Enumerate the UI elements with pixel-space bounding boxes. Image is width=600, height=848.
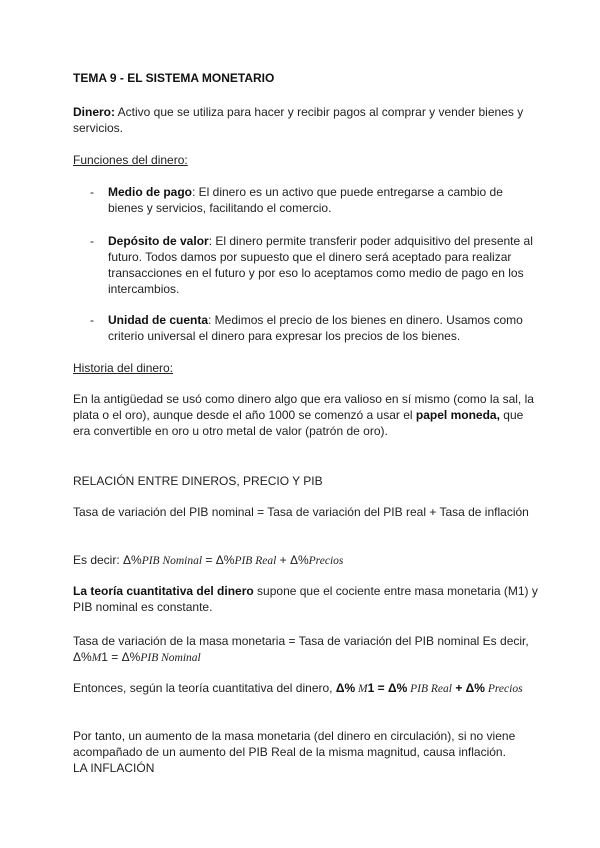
math-var: M (355, 683, 368, 695)
inflacion-heading: LA INFLACIÓN (73, 761, 155, 775)
equals-sign: = (107, 650, 122, 664)
delta-symbol: Δ% (121, 650, 141, 664)
list-item-term: Depósito de valor (108, 234, 209, 248)
delta-symbol: Δ% (215, 553, 235, 567)
math-one: 1 (101, 650, 108, 664)
relacion-heading: RELACIÓN ENTRE DINEROS, PRECIO Y PIB (73, 474, 323, 488)
math-var: PIB Real (407, 683, 452, 695)
tasa-paragraph: Tasa de variación del PIB nominal = Tasa de variación del PIB real + Tasa de inflación (73, 505, 529, 519)
es-decir-label: Es decir: (73, 553, 124, 567)
math-var: PIB Nominal (140, 652, 201, 664)
math-var: Precios (484, 683, 523, 695)
list-item-term: Medio de pago (108, 185, 192, 199)
delta-symbol: Δ% (387, 681, 408, 695)
math-var: M (91, 652, 102, 664)
document-title: TEMA 9 - EL SISTEMA MONETARIO (73, 71, 275, 85)
list-item-term: Unidad de cuenta (108, 313, 209, 327)
list-dash: - (90, 185, 94, 199)
list-dash: - (90, 313, 94, 327)
list-item-text: : Medimos el precio de los bienes en dinero. Usamos como criterio universal el dinero para expresar los precios de los bienes. (108, 313, 523, 343)
dinero-text: Activo que se utiliza para hacer y recibir pagos al comprar y vender bienes y servicios. (73, 105, 524, 135)
historia-text-2: que era convertible en oro u otro metal de valor (patrón de oro). (73, 408, 524, 438)
entonces-text: Entonces, según la teoría cuantitativa del dinero, (73, 681, 336, 695)
delta-symbol: Δ% (123, 553, 142, 567)
equals-sign: = (374, 681, 388, 695)
historia-text-1: En la antigüedad se usó como dinero algo que era valioso en sí mismo (como la sal, la plata o el oro), aunque desde el año 1000 se comenzó a usar el (73, 392, 534, 422)
list-dash: - (90, 234, 94, 248)
masa-paragraph (73, 633, 543, 666)
equals-sign: = (202, 553, 216, 567)
teoria-term: La teoría cuantitativa del dinero (73, 584, 254, 598)
es-decir-equation (73, 552, 543, 569)
list-item-text: : El dinero es un activo que puede entregarse a cambio de bienes y servicios, facilitando el comercio. (108, 185, 503, 215)
math-var: PIB Nominal (141, 555, 203, 567)
delta-symbol: Δ% (335, 681, 356, 695)
math-var: Precios (308, 555, 344, 567)
portanto-paragraph: Por tanto, un aumento de la masa monetaria (del dinero en circulación), si no viene acompañado de un aumento del PIB Real de la misma magnitud, causa inflación. (73, 729, 516, 759)
math-one: 1 (367, 681, 375, 695)
dinero-term: Dinero: (73, 105, 115, 119)
dinero-definition (73, 104, 543, 136)
funciones-heading: Funciones del dinero: (73, 153, 188, 167)
delta-symbol: Δ% (289, 553, 309, 567)
masa-text: Tasa de variación de la masa monetaria = Tasa de variación del PIB nominal Es decir, (73, 634, 529, 648)
delta-symbol: Δ% (465, 681, 485, 695)
plus-sign: + (451, 681, 466, 695)
historia-heading: Historia del dinero: (73, 361, 174, 375)
entonces-paragraph (73, 680, 543, 697)
teoria-text: supone que el cociente entre masa monetaria (M1) y PIB nominal es constante. (73, 584, 538, 614)
list-item-text: : El dinero permite transferir poder adquisitivo del presente al futuro. Todos damos por supuesto que el dinero será aceptado para realizar transacciones en el futuro y por eso lo aceptamos como medio de pago en los intercambios. (108, 234, 533, 296)
historia-paragraph (73, 391, 543, 439)
teoria-paragraph (73, 583, 543, 615)
delta-symbol: Δ% (73, 650, 92, 664)
plus-sign: + (276, 553, 290, 567)
historia-bold: papel moneda, (415, 408, 500, 422)
math-var: PIB Real (234, 555, 277, 567)
